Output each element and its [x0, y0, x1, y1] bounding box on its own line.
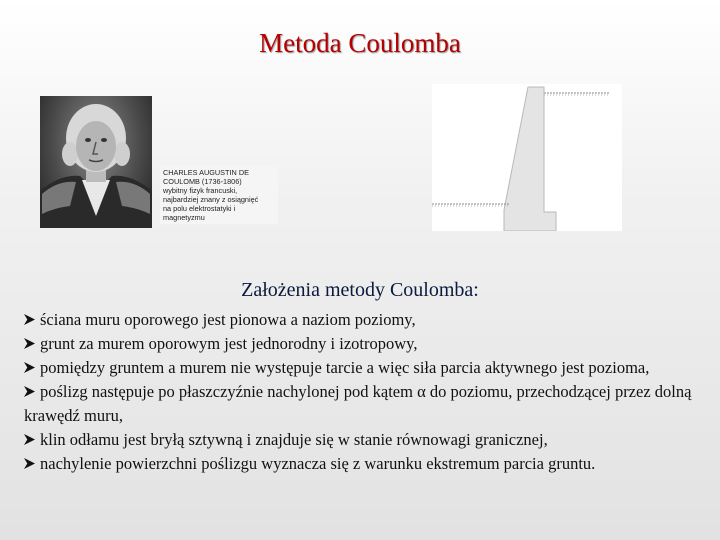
arrow-bullet-icon — [24, 338, 35, 349]
assumptions-heading: Założenia metody Coulomba: — [241, 279, 479, 301]
arrow-bullet-icon — [24, 314, 35, 325]
portrait-image — [40, 96, 152, 228]
arrow-bullet-icon — [24, 362, 35, 373]
list-item: nachylenie powierzchni poślizgu wyznacza się z warunku ekstremum parcia gruntu. — [24, 452, 696, 476]
arrow-bullet-icon — [24, 434, 35, 445]
list-item: klin odłamu jest bryłą sztywną i znajduje się w stanie równowagi granicznej, — [24, 428, 696, 452]
assumptions-list — [24, 308, 696, 476]
slide-title: Metoda Coulomba — [259, 28, 461, 58]
list-item: poślizg następuje po płaszczyźnie nachylonej pod kątem α do poziomu, przechodzącej przez dolną krawędź muru, — [24, 382, 692, 425]
retaining-wall-diagram — [432, 84, 622, 231]
list-item: grunt za murem oporowym jest jednorodny i izotropowy, — [24, 332, 696, 356]
portrait-figure — [40, 96, 278, 228]
portrait-caption: CHARLES AUGUSTIN DE COULOMB (1736-1806) wybitny fizyk francuski, najbardziej znany z osiągnięć na polu elektrostatyki i magnetyzmu — [160, 166, 278, 224]
list-item: ściana muru oporowego jest pionowa a naziom poziomy, — [24, 308, 696, 332]
arrow-bullet-icon — [24, 386, 35, 397]
arrow-bullet-icon — [24, 458, 35, 469]
list-item: pomiędzy gruntem a murem nie występuje tarcie a więc siła parcia aktywnego jest pozioma, — [24, 356, 696, 380]
